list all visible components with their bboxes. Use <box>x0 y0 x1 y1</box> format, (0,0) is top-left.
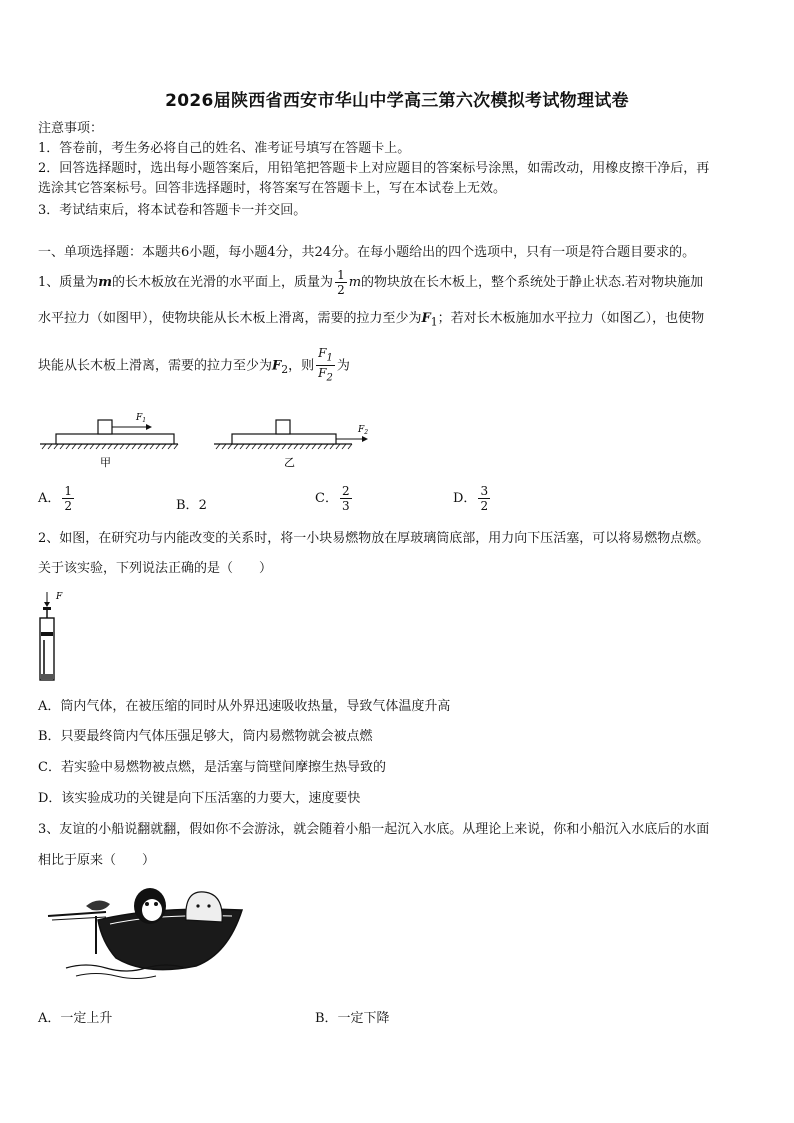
notice-heading: 注意事项： <box>38 121 104 136</box>
notice-item-2: 2．回答选择题时，选出每小题答案后，用铅笔把答题卡上对应题目的答案标号涂黑，如需改动，用橡皮擦干净后，再 <box>38 161 710 176</box>
q2-fire-syringe-figure <box>34 588 74 684</box>
glass-tube <box>40 618 54 680</box>
q1-option-c[interactable] <box>315 484 354 513</box>
q1-text-g: ，则 <box>288 358 315 374</box>
q1-mass-m2: m <box>348 275 362 290</box>
q3-line1: 3、友谊的小船说翻就翻，假如你不会游泳，就会随着小船一起沉入水底。从理论上来说，你和小船沉入水底后的水面 <box>38 822 710 837</box>
q2-option-a[interactable]: A．筒内气体，在被压缩的同时从外界迅速吸收热量，导致气体温度升高 <box>38 699 451 714</box>
notice-item-1: 1．答卷前，考生务必将自己的姓名、准考证号填写在答题卡上。 <box>38 141 411 156</box>
q1-text-e: ；若对长木板施加水平拉力（如图乙），也使物 <box>437 311 705 326</box>
q3-line2: 相比于原来（ ） <box>38 853 156 868</box>
q1-text-h: 为 <box>336 358 350 374</box>
q1-f1-sub: 1 <box>430 315 438 329</box>
q1-figure-b <box>212 408 372 470</box>
figure-label-b: 乙 <box>284 456 295 469</box>
figure-label-a: 甲 <box>100 456 111 469</box>
q1-option-c-letter: C． <box>315 491 338 506</box>
section-heading: 一、单项选择题：本题共6小题，每小题4分，共24分。在每小题给出的四个选项中，只有一项是符合题目要求的。 <box>38 245 696 260</box>
q1-text-c: 的物块放在长木板上，整个系统处于静止状态.若对物块施加 <box>361 275 704 290</box>
q1-option-b-letter: B． <box>176 498 199 513</box>
q2-line1: 2、如图，在研究功与内能改变的关系时，将一小块易燃物放在厚玻璃筒底部，用力向下压活塞，可以将易燃物点燃。 <box>38 531 710 546</box>
q1-line2 <box>38 310 704 332</box>
q1-ratio-den: $F_2$ <box>318 366 333 384</box>
notice-item-2-cont: 选涂其它答案标号。回答非选择题时，将答案写在答题卡上，写在本试卷上无效。 <box>38 181 507 196</box>
block-a <box>98 420 112 434</box>
q3-option-b[interactable]: B．一定下降 <box>315 1011 390 1026</box>
q1-mass-m: m <box>98 275 113 290</box>
q1-half-den: 2 <box>337 283 345 297</box>
character-right <box>186 892 222 922</box>
q1-half-num: 1 <box>337 268 345 282</box>
q1-text-a: 1、质量为 <box>38 275 99 290</box>
q1-text-d: 水平拉力（如图甲），使物块能从长木板上滑离，需要的拉力至少为 <box>38 311 422 326</box>
exam-title: 2026届陕西省西安市华山中学高三第六次模拟考试物理试卷 <box>165 91 629 111</box>
pier-object <box>86 900 110 910</box>
q1-f1: F <box>421 311 431 326</box>
q1-line1 <box>38 266 703 300</box>
q1-text-f: 块能从长木板上滑离，需要的拉力至少为 <box>38 358 273 374</box>
force-label-f1: $F_1$ <box>136 413 147 424</box>
block-b <box>276 420 290 434</box>
q1-option-c-fraction: $\frac{2}{3}$ <box>341 484 350 513</box>
q2-option-b[interactable]: B．只要最终筒内气体压强足够大，筒内易燃物就会被点燃 <box>38 729 373 744</box>
q2-line2: 关于该实验，下列说法正确的是（ ） <box>38 561 273 576</box>
q1-option-d[interactable] <box>453 484 492 513</box>
q1-option-b[interactable] <box>176 494 207 513</box>
long-board-a <box>56 434 174 444</box>
q1-half-fraction <box>335 268 347 297</box>
q1-figure-a <box>38 408 188 470</box>
q2-option-c[interactable]: C．若实验中易燃物被点燃，是活塞与筒壁间摩擦生热导致的 <box>38 760 386 775</box>
q1-ratio-num: $F_1$ <box>316 346 335 366</box>
notice-item-3: 3．考试结束后，将本试卷和答题卡一并交回。 <box>38 203 307 218</box>
q1-f2-sub: 2 <box>281 362 289 376</box>
q2-force-label: F <box>56 592 63 602</box>
q1-option-a[interactable] <box>38 484 76 513</box>
long-board-b <box>232 434 336 444</box>
q2-option-d[interactable]: D．该实验成功的关键是向下压活塞的力要大，速度要快 <box>38 791 361 806</box>
q1-option-a-letter: A． <box>38 491 61 506</box>
force-label-f2: $F_2$ <box>358 425 369 436</box>
q1-option-d-fraction: $\frac{3}{2}$ <box>480 484 489 513</box>
q1-option-a-fraction: $\frac{1}{2}$ <box>64 484 73 513</box>
q3-boat-cartoon <box>46 876 246 986</box>
q1-text-b: 的长木板放在光滑的水平面上，质量为 <box>112 275 334 290</box>
q1-f2: F <box>272 358 282 374</box>
q3-option-a[interactable]: A．一定上升 <box>38 1011 113 1026</box>
q1-option-d-letter: D． <box>453 491 477 506</box>
q1-line3 <box>38 346 350 389</box>
q1-option-b-value: 2 <box>198 498 207 513</box>
q1-ratio-fraction <box>316 346 335 386</box>
